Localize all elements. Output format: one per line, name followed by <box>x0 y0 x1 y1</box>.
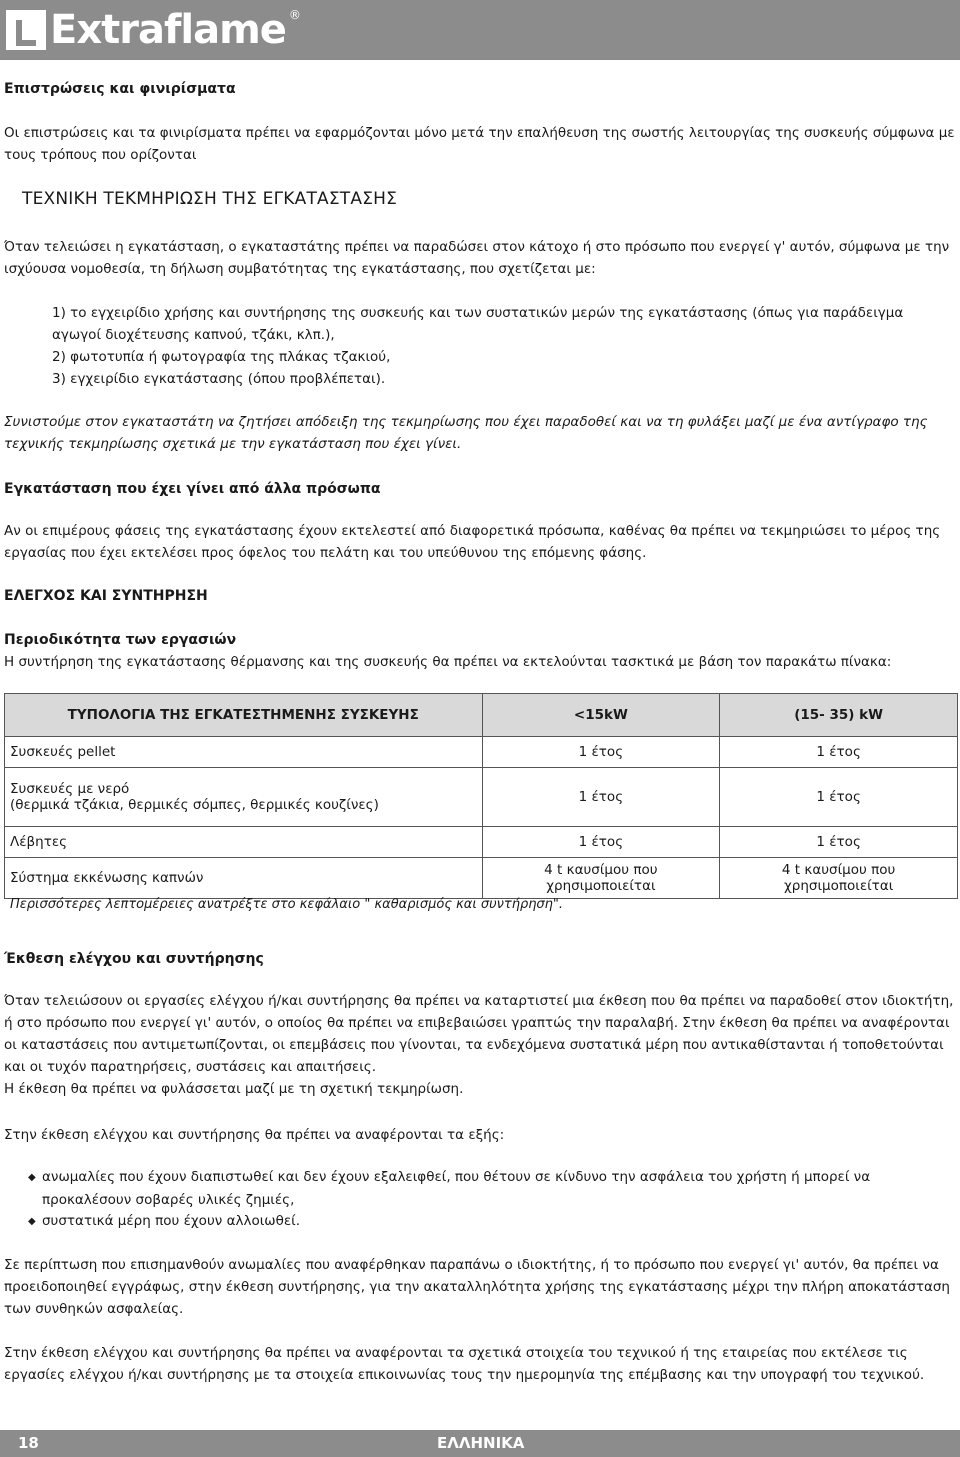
paragraph-report-1b: Η έκθεση θα πρέπει να φυλάσσεται μαζί με τη σχετική τεκμηρίωση. <box>4 1081 464 1097</box>
list-item-documentation-2: 2) φωτοτυπία ή φωτογραφία της πλάκας τζακιού, <box>52 349 391 365</box>
table-row <box>5 858 958 899</box>
table-cell-15-35kw: 1 έτος <box>720 737 958 768</box>
table-cell-type <box>5 768 483 827</box>
subsection-title-periodicity: Περιοδικότητα των εργασιών <box>4 632 237 648</box>
logo-mark-icon <box>6 10 46 50</box>
footer-bar <box>0 1430 960 1457</box>
table-cell-type: Συσκευές pellet <box>5 737 483 768</box>
table-cell-type: Λέβητες <box>5 827 483 858</box>
table-header-15-35kw: (15- 35) kW <box>720 694 958 737</box>
table-cell-type-main: Συσκευές με νερό <box>10 781 130 797</box>
section-title-report: Έκθεση ελέγχου και συντήρησης <box>4 951 264 967</box>
table-row <box>5 737 958 768</box>
header-bar <box>0 0 960 60</box>
paragraph-periodicity: Η συντήρηση της εγκατάστασης θέρμανσης και της συσκευής θα πρέπει να εκτελούνται τασκτικά με βάση τον παρακάτω πίνακα: <box>4 654 892 670</box>
list-item-documentation-1: 1) το εγχειρίδιο χρήσης και συντήρησης της συσκευής και των συστατικών μερών της εγκατάστασης (όπως για παράδειγμα αγωγοί διοχέτευσης καπνού, τζάκι, κλπ.), <box>52 305 904 343</box>
paragraph-report-3: Σε περίπτωση που επισημανθούν ανωμαλίες που αναφέρθηκαν παραπάνω ο ιδιοκτήτης, ή το πρόσωπο που ενεργεί γι' αυτόν, θα πρέπει να προειδοποιηθεί εγγράφως, στην έκθεση συντήρησης, για την ακαταλληλότητα χρήσης της εγκατάστασης μέχρι την πλήρη αποκατάσταση των συνθηκών ασφαλείας. <box>4 1257 950 1317</box>
paragraph-other-installers: Αν οι επιμέρους φάσεις της εγκατάστασης έχουν εκτελεστεί από διαφορετικά πρόσωπα, καθένας θα πρέπει να τεκμηριώσει το μέρος της εργασίας που έχει εκτελέσει προς όφελος του πελάτη και του υπεύθυνου της επόμενης φάσης. <box>4 523 941 561</box>
table-cell-15-35kw: 4 t καυσίμου που χρησιμοποιείται <box>720 858 958 899</box>
table-cell-15-35kw: 1 έτος <box>720 768 958 827</box>
table-cell-under-15kw: 4 t καυσίμου που χρησιμοποιείται <box>482 858 720 899</box>
footer-language: ΕΛΛΗΝΙΚΑ <box>437 1434 525 1452</box>
section-title-technical-documentation: ΤΕΧΝΙΚΗ ΤΕΚΜΗΡΙΩΣΗ ΤΗΣ ΕΓΚΑΤΑΣΤΑΣΗΣ <box>22 189 398 209</box>
page-number: 18 <box>18 1434 39 1452</box>
paragraph-report-2: Στην έκθεση ελέγχου και συντήρησης θα πρέπει να αναφέρονται τα εξής: <box>4 1127 505 1143</box>
table-cell-15-35kw: 1 έτος <box>720 827 958 858</box>
table-cell-under-15kw: 1 έτος <box>482 827 720 858</box>
section-title-other-installers: Εγκατάσταση που έχει γίνει από άλλα πρόσωπα <box>4 481 381 497</box>
table-cell-type: Σύστημα εκκένωσης καπνών <box>5 858 483 899</box>
paragraph-report-4: Στην έκθεση ελέγχου και συντήρησης θα πρέπει να αναφέρονται τα σχετικά στοιχεία του τεχνικού ή της εταιρείας που εκτέλεσε τις εργασίες ελέγχου ή/και συντήρησης με τα στοιχεία επικοινωνίας τους την ημερομηνία της επέμβασης και την υπογραφή του τεχνικού. <box>4 1345 925 1383</box>
table-row <box>5 768 958 827</box>
brand-logo <box>6 4 301 56</box>
table-row <box>5 827 958 858</box>
paragraph-documentation-note: Συνιστούμε στον εγκαταστάτη να ζητήσει απόδειξη της τεκμηρίωσης που έχει παραδοθεί και να τη φυλάξει μαζί με ένα αντίγραφο της τεχνικής τεκμηρίωσης σχετικά με την εγκατάσταση που έχει γίνει. <box>4 414 928 452</box>
table-note: Περισσότερες λεπτομέρειες ανατρέξτε στο κεφάλαιο " καθαρισμός και συντήρηση". <box>10 897 564 912</box>
diamond-bullet-icon: ◆ <box>28 1216 36 1227</box>
table-cell-under-15kw: 1 έτος <box>482 737 720 768</box>
maintenance-table <box>4 693 958 899</box>
section-title-coatings: Επιστρώσεις και φινιρίσματα <box>4 81 236 97</box>
registered-mark: ® <box>288 8 301 22</box>
table-header-under-15kw: <15kW <box>482 694 720 737</box>
paragraph-report-1: Όταν τελειώσουν οι εργασίες ελέγχου ή/και συντήρησης θα πρέπει να καταρτιστεί μια έκθεση που θα πρέπει να παραδοθεί στον ιδιοκτήτη, ή στο πρόσωπο που ενεργεί γι' αυτόν, ο οποίος θα πρέπει να επιβεβαιώσει γραπτώς την παραλαβή. Στην έκθεση θα πρέπει να αναφέρονται οι καταστάσεις που αντιμετωπίζονται, οι επεμβάσεις που γίνονται, τα ενδεχόμενα συστατικά μέρη που αντικαθίστανται ή τοποθετούνται και οι τυχόν παρατηρήσεις, συστάσεις και απαιτήσεις. <box>4 993 954 1075</box>
list-item-bullet-1 <box>4 1166 956 1211</box>
diamond-bullet-icon: ◆ <box>28 1172 36 1183</box>
brand-name: Extraflame <box>50 7 286 53</box>
table-header-type: ΤΥΠΟΛΟΓΙΑ ΤΗΣ ΕΓΚΑΤΕΣΤΗΜΕΝΗΣ ΣΥΣΚΕΥΗΣ <box>5 694 483 737</box>
paragraph-documentation: Όταν τελειώσει η εγκατάσταση, ο εγκαταστάτης πρέπει να παραδώσει στον κάτοχο ή στο πρόσωπο που ενεργεί γ' αυτόν, σύμφωνα με την ισχύουσα νομοθεσία, τη δήλωση συμβατότητας της εγκατάστασης, που σχετίζεται με: <box>4 239 950 277</box>
list-item-documentation-3: 3) εγχειρίδιο εγκατάστασης (όπου προβλέπεται). <box>52 371 386 387</box>
list-item-bullet-2 <box>4 1210 956 1233</box>
table-header-row <box>5 694 958 737</box>
table-cell-type-detail: (θερμικά τζάκια, θερμικές σόμπες, θερμικές κουζίνες) <box>10 797 379 813</box>
bullet-text: ανωμαλίες που έχουν διαπιστωθεί και δεν έχουν εξαλειφθεί, που θέτουν σε κίνδυνο την ασφάλεια του χρήστη ή μπορεί να προκαλέσουν σοβαρές υλικές ζημιές, <box>42 1169 871 1208</box>
section-title-maintenance: ΕΛΕΓΧΟΣ ΚΑΙ ΣΥΝΤΗΡΗΣΗ <box>4 588 208 604</box>
bullet-text: συστατικά μέρη που έχουν αλλοιωθεί. <box>42 1213 301 1229</box>
paragraph-coatings: Οι επιστρώσεις και τα φινιρίσματα πρέπει να εφαρμόζονται μόνο μετά την επαλήθευση της σωστής λειτουργίας της συσκευής σύμφωνα με τους τρόπους που ορίζονται <box>4 125 955 163</box>
table-cell-under-15kw: 1 έτος <box>482 768 720 827</box>
